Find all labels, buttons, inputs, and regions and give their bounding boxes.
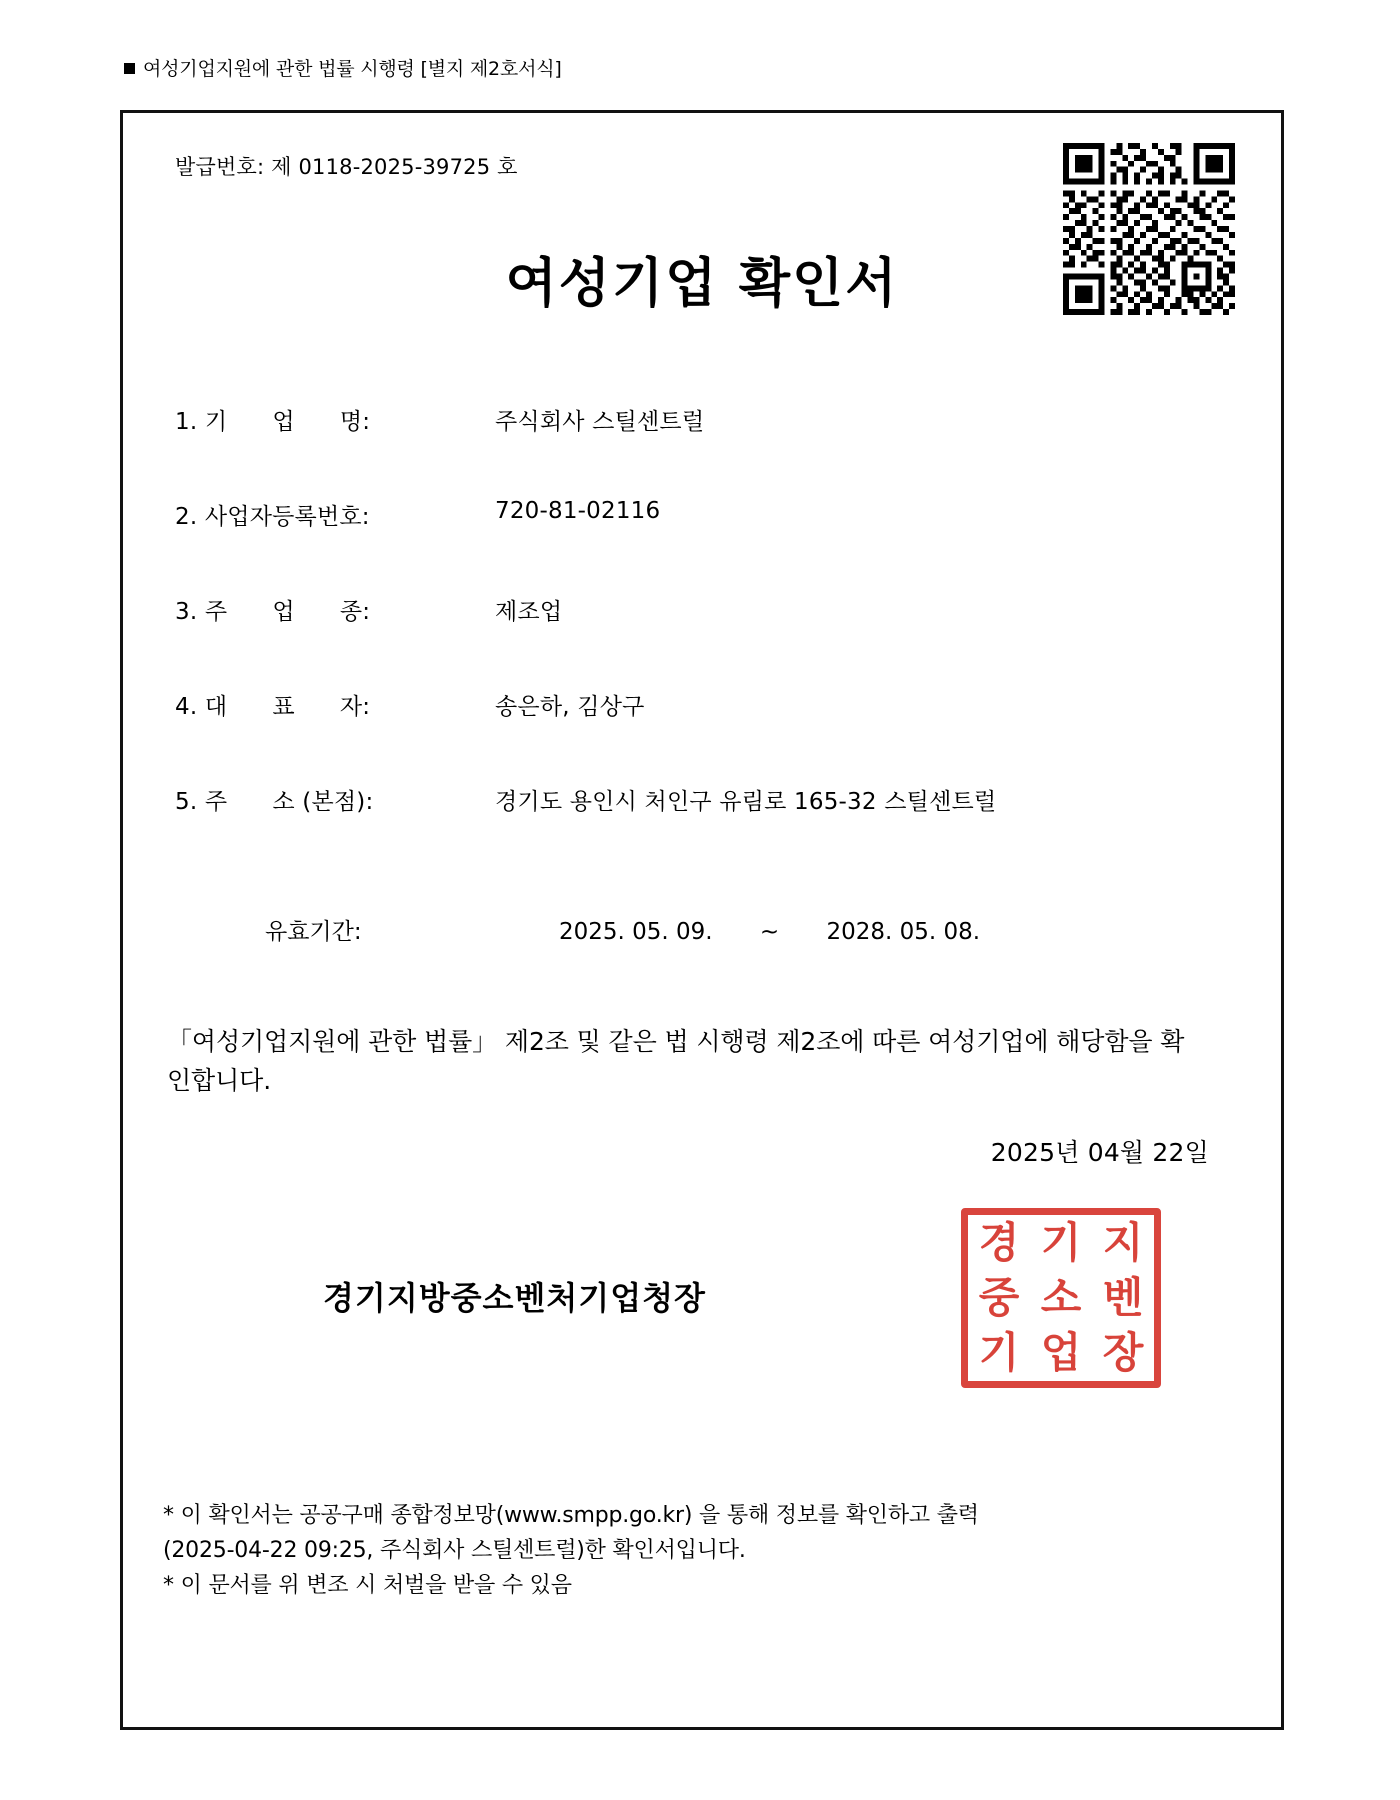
field-value-main-industry: 제조업 [495,599,563,625]
official-seal-stamp-icon [961,1208,1161,1388]
issue-date: 2025년 04월 22일 [990,1138,1209,1167]
field-value-business-registration-number: 720-81-02116 [495,498,661,524]
field-row-company-name [175,403,1215,498]
validity-period [265,913,980,946]
field-row-business-registration-number [175,498,1215,593]
seal-char: 기 [978,1328,1020,1378]
footer-note-line: (2025-04-22 09:25, 주식회사 스틸센트럴)한 확인서입니다. [163,1538,746,1564]
form-reference-note [124,54,562,81]
footer-note-line: * 이 확인서는 공공구매 종합정보망(www.smpp.go.kr) 을 통해 정보를 확인하고 출력 [163,1503,979,1528]
seal-characters [968,1215,1154,1381]
validity-end-date: 2028. 05. 08. [826,919,981,945]
certificate-frame [120,110,1284,1730]
seal-char: 지 [1102,1217,1144,1267]
signer-title: 경기지방중소벤처기업청장 [323,1279,706,1317]
page-title: 여성기업 확인서 [505,253,899,314]
issue-number: 발급번호: 제 0118-2025-39725 호 [175,155,518,179]
field-list [175,403,1215,878]
footer-note-line: * 이 문서를 위 변조 시 처벌을 받을 수 있음 [163,1573,572,1599]
legal-statement: 「여성기업지원에 관한 법률」 제2조 및 같은 법 시행령 제2조에 따른 여성기업에 해당함을 확인합니다. [167,1027,1185,1095]
field-row-main-industry [175,593,1215,688]
field-label: 5. 주 소 (본점): [175,789,374,815]
field-label: 2. 사업자등록번호: [175,504,370,530]
field-value-representative: 송은하, 김상구 [495,694,645,720]
seal-char: 장 [1102,1328,1144,1378]
seal-char: 경 [978,1217,1020,1267]
validity-start-date: 2025. 05. 09. [558,919,713,945]
field-value-company-name: 주식회사 스틸센트럴 [495,409,705,435]
bullet-square-icon [124,63,135,74]
field-label: 1. 기 업 명: [175,409,371,435]
field-row-representative [175,688,1215,783]
field-value-head-office-address: 경기도 용인시 처인구 유림로 165-32 스틸센트럴 [495,789,997,815]
seal-char: 벤 [1102,1272,1144,1322]
field-row-head-office-address [175,783,1215,878]
footer-notes [163,1498,1223,1604]
form-reference-text: 여성기업지원에 관한 법률 시행령 [별지 제2호서식] [143,58,562,80]
seal-char: 기 [1040,1217,1082,1267]
seal-char: 중 [978,1272,1020,1322]
seal-char: 소 [1040,1272,1082,1322]
validity-separator: ~ [759,919,780,945]
validity-label: 유효기간: [265,919,362,945]
field-label: 3. 주 업 종: [175,599,371,625]
seal-char: 업 [1040,1328,1082,1378]
field-label: 4. 대 표 자: [175,694,371,720]
